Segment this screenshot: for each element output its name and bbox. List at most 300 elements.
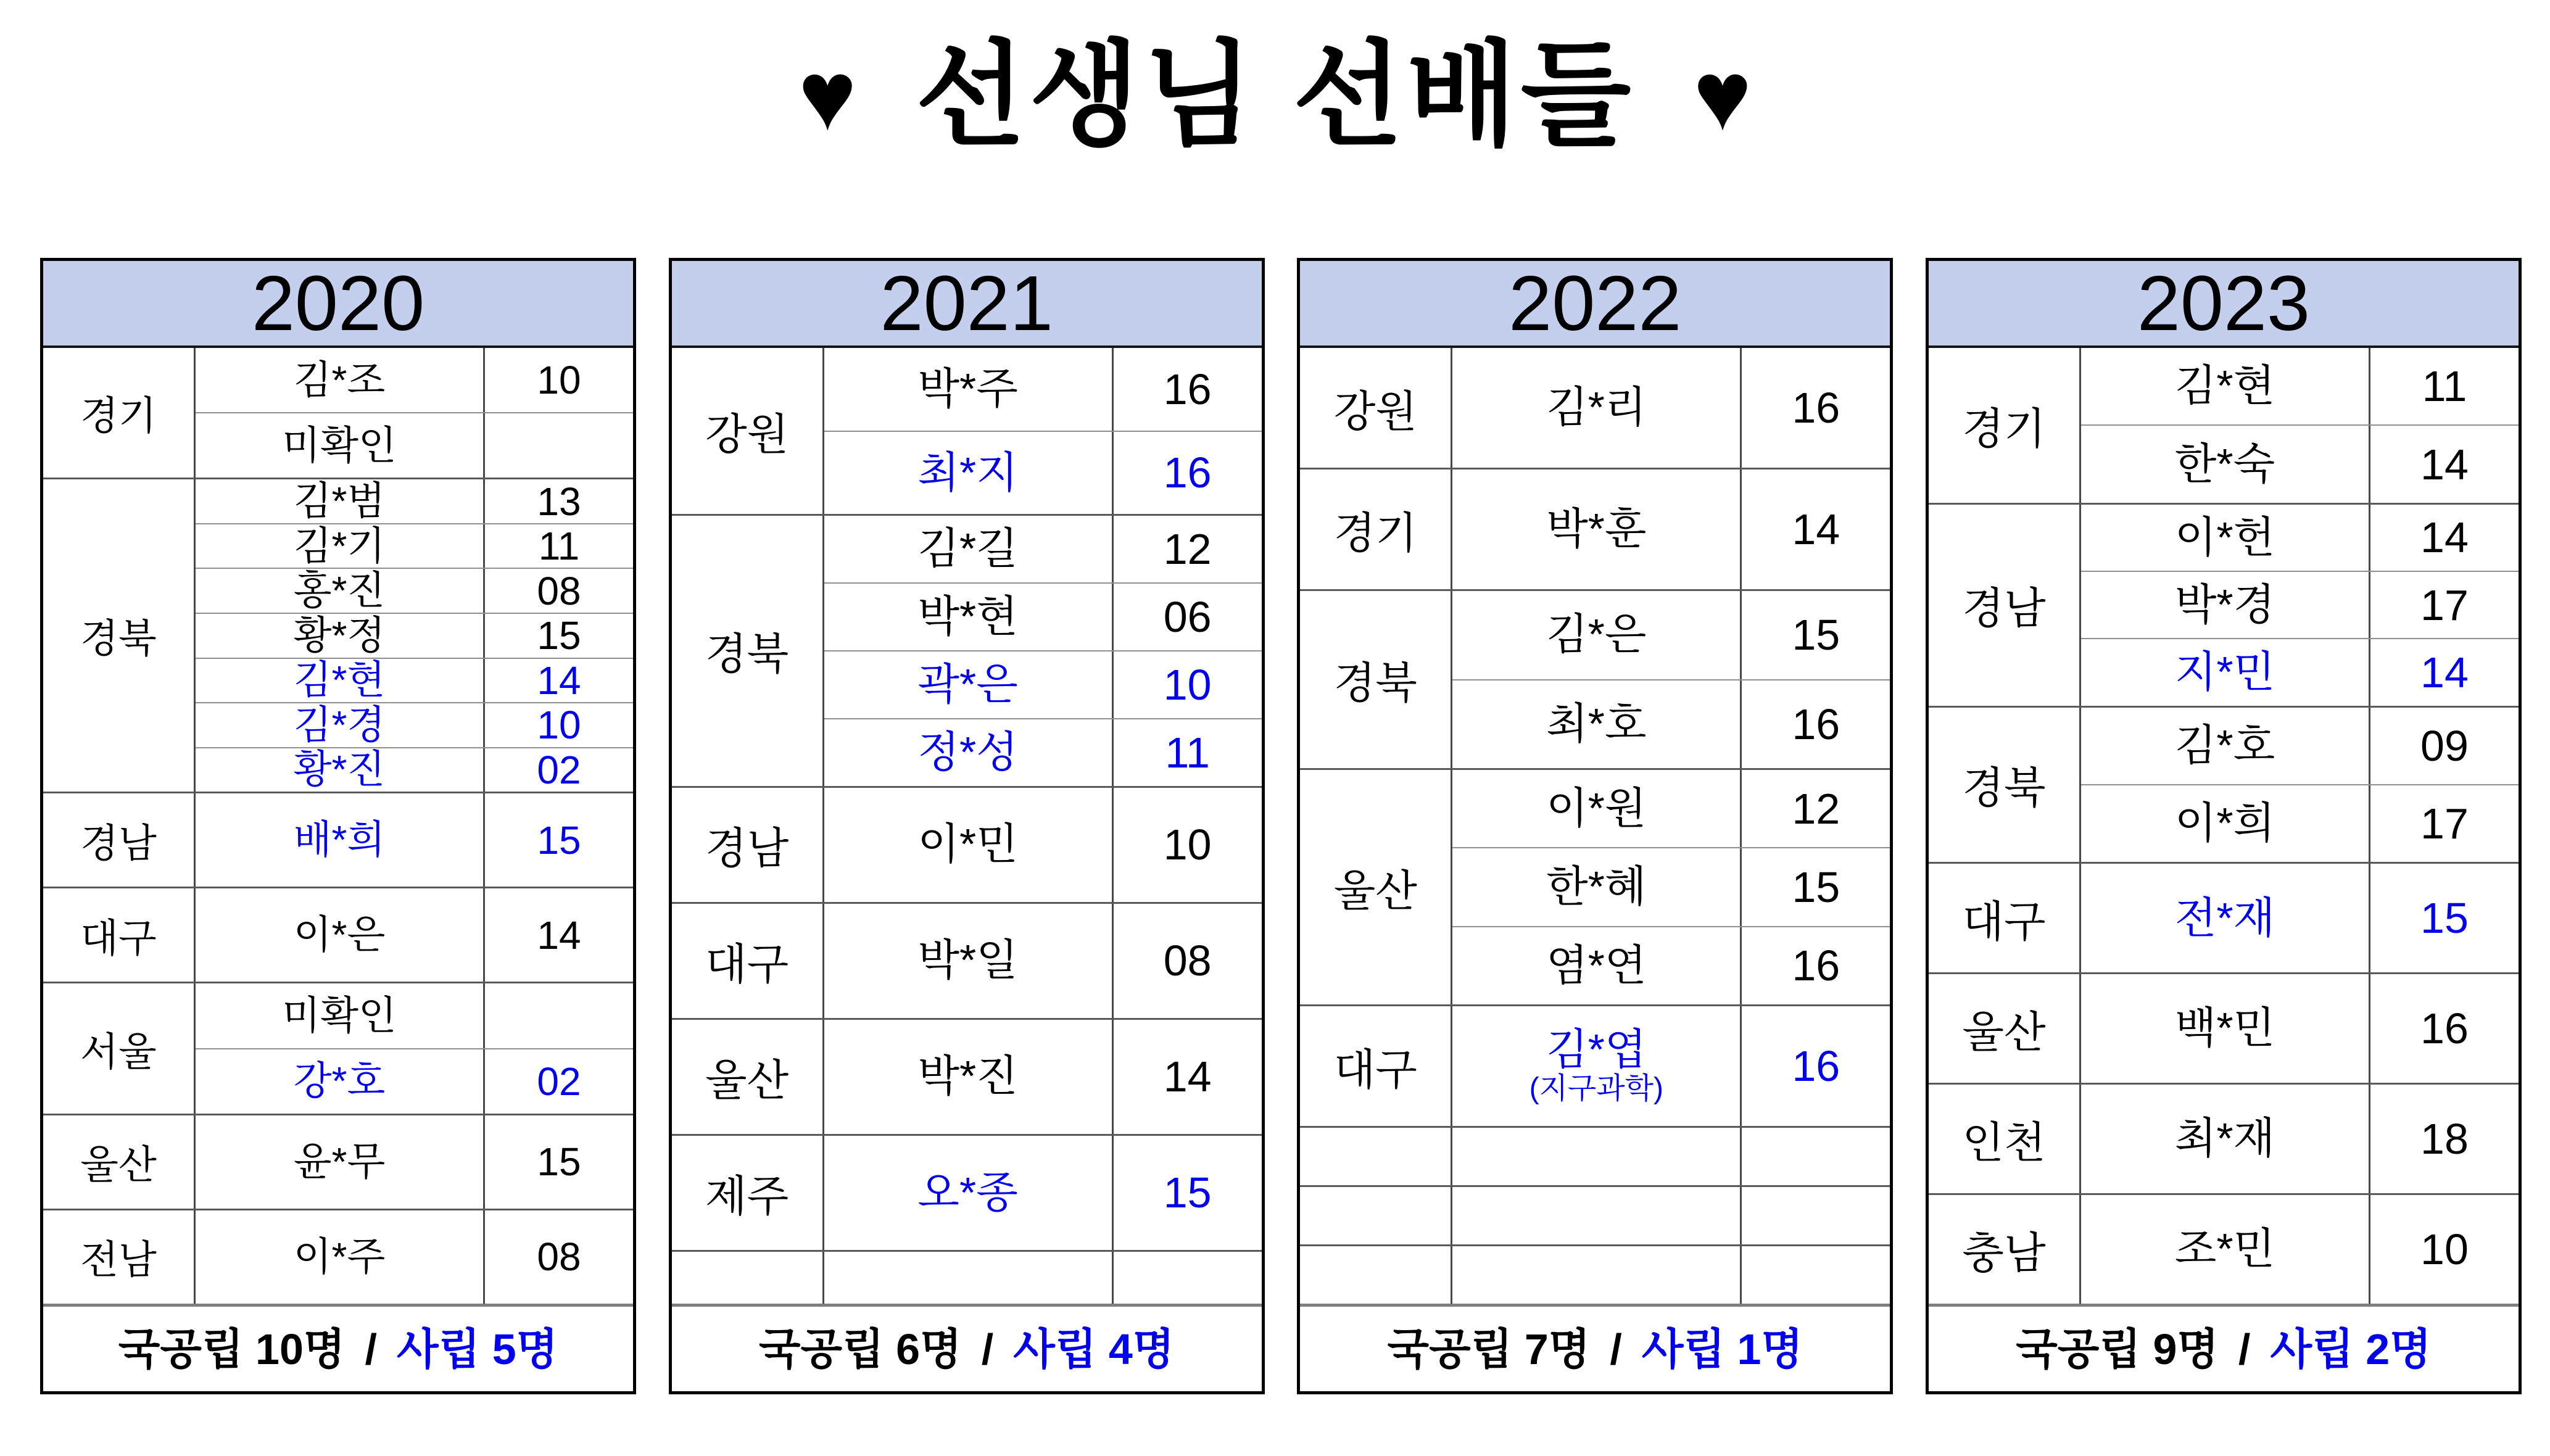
masked-name: 조*민 — [2174, 1225, 2275, 1273]
table-row — [196, 1115, 633, 1209]
table-row — [196, 412, 633, 478]
group-rows — [1452, 770, 1890, 1004]
table-row — [196, 658, 633, 703]
table-row — [824, 516, 1262, 582]
number-cell — [1740, 1246, 1890, 1304]
name-cell — [196, 793, 483, 887]
region-group-경북 — [672, 514, 1262, 785]
page-title-text: 선생님 선배들 — [915, 31, 1635, 159]
year-label: 2020 — [251, 259, 425, 347]
empty-row-group — [672, 1250, 1262, 1304]
region-group-경기 — [1929, 348, 2519, 503]
table-body — [1929, 348, 2519, 1304]
group-rows — [824, 1020, 1262, 1134]
name-cell — [196, 748, 483, 792]
masked-name: 곽*은 — [917, 660, 1018, 708]
name-cell — [2081, 1085, 2369, 1193]
name-cell — [196, 348, 483, 412]
number-cell: 16 — [2369, 974, 2519, 1083]
name-cell — [196, 703, 483, 747]
table-row — [2081, 571, 2519, 638]
masked-name: 이*원 — [1546, 784, 1647, 832]
table-footer — [672, 1304, 1262, 1391]
table-row — [196, 747, 633, 792]
number-cell: 16 — [1112, 432, 1262, 515]
number-cell: 15 — [483, 1115, 633, 1209]
masked-name: 홍*진 — [293, 568, 386, 613]
region-group-충남 — [1929, 1193, 2519, 1304]
table-row — [2081, 424, 2519, 502]
table-row — [824, 904, 1262, 1018]
number-cell: 14 — [2369, 505, 2519, 571]
masked-name: 백*민 — [2174, 1004, 2275, 1053]
name-cell — [824, 788, 1112, 902]
masked-name: 지*민 — [2174, 648, 2275, 697]
name-cell — [2081, 785, 2369, 862]
name-cell — [2081, 708, 2369, 784]
table-footer — [1929, 1304, 2519, 1391]
number-cell — [1740, 1187, 1890, 1244]
name-cell — [824, 904, 1112, 1018]
table-row — [2081, 974, 2519, 1083]
footer-public-count: 국공립 9명 — [2016, 1325, 2219, 1373]
number-cell — [483, 413, 633, 478]
region-group-울산 — [672, 1018, 1262, 1134]
name-cell — [824, 719, 1112, 786]
group-rows — [196, 479, 633, 792]
group-rows — [196, 348, 633, 478]
number-cell: 15 — [1112, 1136, 1262, 1250]
masked-name: 강*호 — [293, 1059, 386, 1104]
number-cell: 10 — [1112, 651, 1262, 718]
masked-name: 김*엽 — [1546, 1025, 1647, 1073]
year-header — [672, 261, 1262, 348]
number-cell — [1112, 1252, 1262, 1304]
region-cell: 경기 — [1929, 348, 2081, 503]
masked-name: 박*훈 — [1546, 505, 1647, 553]
group-rows — [196, 1115, 633, 1209]
masked-name: 전*재 — [2174, 893, 2275, 942]
year-label: 2022 — [1509, 259, 1682, 347]
region-group-대구 — [1929, 862, 2519, 972]
region-group-대구 — [1300, 1004, 1890, 1126]
region-group-경북 — [1929, 706, 2519, 862]
table-footer — [1300, 1304, 1890, 1391]
table-row — [824, 582, 1262, 650]
region-cell — [1300, 1128, 1452, 1185]
group-rows — [2081, 974, 2519, 1083]
name-cell — [196, 888, 483, 982]
region-cell: 강원 — [1300, 348, 1452, 468]
table-body — [1300, 348, 1890, 1304]
region-cell: 경남 — [43, 793, 196, 887]
masked-name: 박*경 — [2174, 580, 2275, 629]
region-group-경남 — [672, 786, 1262, 902]
table-row — [2081, 864, 2519, 972]
region-group-서울 — [43, 982, 633, 1113]
number-cell: 17 — [2369, 572, 2519, 638]
name-cell — [824, 651, 1112, 718]
table-row — [2081, 1085, 2519, 1193]
table-row — [1452, 1246, 1890, 1304]
number-cell: 16 — [1740, 1006, 1890, 1126]
number-cell: 02 — [483, 1049, 633, 1114]
number-cell — [483, 983, 633, 1048]
name-cell — [1452, 927, 1740, 1004]
name-cell — [196, 983, 483, 1048]
group-rows — [2081, 348, 2519, 503]
region-cell: 제주 — [672, 1136, 824, 1250]
footer-public-count: 국공립 7명 — [1387, 1325, 1591, 1373]
number-cell: 14 — [1740, 469, 1890, 589]
footer-slash: / — [981, 1325, 994, 1373]
year-label: 2021 — [880, 259, 1053, 347]
subject-label: (지구과학) — [1529, 1072, 1664, 1106]
year-header — [43, 261, 633, 348]
empty-row-group — [1300, 1244, 1890, 1304]
page-title — [0, 25, 2550, 167]
number-cell: 14 — [2369, 639, 2519, 705]
name-cell — [824, 432, 1112, 515]
number-cell: 16 — [1112, 348, 1262, 431]
table-row — [1452, 1187, 1890, 1244]
region-cell: 전남 — [43, 1210, 196, 1304]
name-cell — [824, 348, 1112, 431]
masked-name: 미확인 — [282, 423, 397, 468]
region-group-울산 — [1929, 972, 2519, 1083]
table-row — [196, 523, 633, 568]
group-rows — [1452, 1006, 1890, 1126]
region-group-경남 — [43, 792, 633, 887]
number-cell: 12 — [1112, 516, 1262, 582]
name-cell — [2081, 426, 2369, 502]
number-cell: 08 — [483, 1210, 633, 1304]
empty-row-group — [1300, 1185, 1890, 1244]
group-rows — [1452, 1246, 1890, 1304]
region-group-강원 — [672, 348, 1262, 514]
region-cell: 울산 — [1300, 770, 1452, 1004]
year-table-2023 — [1926, 258, 2522, 1394]
masked-name: 김*현 — [293, 658, 386, 703]
table-row — [1452, 1006, 1890, 1126]
name-cell — [1452, 770, 1740, 847]
footer-private-count: 사립 5명 — [397, 1325, 558, 1373]
number-cell: 08 — [483, 569, 633, 613]
masked-name: 김*길 — [917, 524, 1018, 573]
table-row — [1452, 348, 1890, 468]
name-cell — [196, 1115, 483, 1209]
masked-name: 최*호 — [1546, 699, 1647, 748]
masked-name: 이*은 — [293, 912, 386, 958]
table-row — [824, 718, 1262, 786]
number-cell: 17 — [2369, 785, 2519, 862]
number-cell — [1740, 1128, 1890, 1185]
year-table-2022 — [1297, 258, 1893, 1394]
name-cell — [1452, 591, 1740, 679]
region-cell — [1300, 1246, 1452, 1304]
number-cell: 12 — [1740, 770, 1890, 847]
number-cell: 09 — [2369, 708, 2519, 784]
masked-name: 김*현 — [2174, 362, 2275, 410]
group-rows — [824, 904, 1262, 1018]
group-rows — [824, 1136, 1262, 1250]
region-group-전남 — [43, 1209, 633, 1304]
region-group-제주 — [672, 1134, 1262, 1250]
masked-name: 박*주 — [917, 365, 1018, 413]
table-row — [196, 702, 633, 747]
masked-name: 이*희 — [2174, 799, 2275, 848]
group-rows — [1452, 1128, 1890, 1185]
group-rows — [824, 1252, 1262, 1304]
group-rows — [196, 983, 633, 1113]
name-cell — [1452, 348, 1740, 468]
table-row — [196, 613, 633, 658]
table-row — [1452, 591, 1890, 679]
name-cell — [1452, 1246, 1740, 1304]
footer-private-count: 사립 4명 — [1013, 1325, 1175, 1373]
year-header — [1929, 261, 2519, 348]
table-body — [672, 348, 1262, 1304]
masked-name: 박*일 — [917, 936, 1018, 985]
region-cell: 경북 — [672, 516, 824, 785]
masked-name: 김*경 — [293, 702, 386, 747]
number-cell: 18 — [2369, 1085, 2519, 1193]
table-row — [824, 1252, 1262, 1304]
name-cell — [2081, 974, 2369, 1083]
region-cell: 대구 — [1929, 864, 2081, 972]
table-row — [1452, 847, 1890, 925]
masked-name: 황*진 — [293, 747, 386, 792]
region-cell: 대구 — [1300, 1006, 1452, 1126]
empty-row-group — [1300, 1126, 1890, 1185]
masked-name: 김*기 — [293, 523, 386, 568]
table-row — [2081, 1195, 2519, 1304]
region-group-경기 — [1300, 468, 1890, 589]
table-row — [1452, 679, 1890, 769]
footer-slash: / — [2238, 1325, 2251, 1373]
region-group-경북 — [43, 478, 633, 792]
number-cell: 16 — [1740, 927, 1890, 1004]
region-group-울산 — [1300, 768, 1890, 1004]
year-table-2021 — [669, 258, 1265, 1394]
name-cell — [196, 524, 483, 568]
region-cell: 경남 — [1929, 505, 2081, 706]
table-row — [2081, 505, 2519, 571]
number-cell: 10 — [1112, 788, 1262, 902]
masked-name: 최*지 — [917, 448, 1018, 497]
name-cell — [196, 659, 483, 703]
group-rows — [1452, 469, 1890, 589]
masked-name: 이*헌 — [2174, 513, 2275, 561]
group-rows — [824, 348, 1262, 514]
name-cell — [196, 479, 483, 523]
table-row — [196, 1210, 633, 1304]
name-cell — [2081, 639, 2369, 705]
footer-public-count: 국공립 10명 — [118, 1325, 346, 1373]
name-cell — [1452, 1187, 1740, 1244]
group-rows — [196, 1210, 633, 1304]
masked-name: 이*민 — [917, 820, 1018, 869]
number-cell: 11 — [483, 524, 633, 568]
name-cell — [824, 1020, 1112, 1134]
group-rows — [1452, 348, 1890, 468]
region-cell: 대구 — [672, 904, 824, 1018]
region-group-대구 — [43, 887, 633, 982]
name-cell — [2081, 348, 2369, 424]
name-cell — [824, 1136, 1112, 1250]
number-cell: 13 — [483, 479, 633, 523]
table-row — [196, 479, 633, 523]
table-row — [1452, 469, 1890, 589]
masked-name: 김*은 — [1546, 610, 1647, 659]
masked-name: 김*조 — [293, 357, 386, 402]
masked-name: 오*종 — [917, 1168, 1018, 1217]
masked-name: 이*주 — [293, 1234, 386, 1279]
masked-name: 한*숙 — [2174, 439, 2275, 488]
table-row — [2081, 708, 2519, 784]
number-cell: 10 — [483, 348, 633, 412]
table-row — [824, 431, 1262, 515]
region-cell: 강원 — [672, 348, 824, 514]
group-rows — [196, 888, 633, 982]
table-row — [196, 888, 633, 982]
name-cell — [1452, 848, 1740, 925]
group-rows — [1452, 591, 1890, 768]
masked-name: 배*희 — [293, 817, 386, 862]
heart-right-icon: ♥ — [1693, 40, 1752, 151]
name-cell — [824, 584, 1112, 650]
number-cell: 14 — [1112, 1020, 1262, 1134]
table-row — [2081, 784, 2519, 862]
heart-left-icon: ♥ — [798, 40, 857, 151]
tables-row — [40, 258, 2522, 1394]
group-rows — [2081, 1195, 2519, 1304]
masked-name: 박*현 — [917, 592, 1018, 641]
region-cell: 경북 — [43, 479, 196, 792]
masked-name: 미확인 — [282, 993, 397, 1038]
table-row — [824, 650, 1262, 718]
table-row — [824, 788, 1262, 902]
number-cell: 14 — [2369, 426, 2519, 502]
number-cell: 15 — [483, 793, 633, 887]
region-group-대구 — [672, 902, 1262, 1018]
table-row — [1452, 1128, 1890, 1185]
masked-name: 김*호 — [2174, 721, 2275, 769]
name-cell — [1452, 1006, 1740, 1126]
year-header — [1300, 261, 1890, 348]
region-group-강원 — [1300, 348, 1890, 468]
table-row — [196, 568, 633, 613]
region-cell: 경북 — [1300, 591, 1452, 768]
year-label: 2023 — [2137, 259, 2311, 347]
group-rows — [2081, 1085, 2519, 1193]
masked-name: 염*연 — [1546, 941, 1647, 990]
table-row — [824, 1020, 1262, 1134]
year-table-2020 — [40, 258, 636, 1394]
number-cell: 06 — [1112, 584, 1262, 650]
group-rows — [1452, 1187, 1890, 1244]
group-rows — [2081, 708, 2519, 862]
region-group-인천 — [1929, 1083, 2519, 1193]
table-row — [1452, 926, 1890, 1004]
region-cell: 울산 — [43, 1115, 196, 1209]
group-rows — [2081, 505, 2519, 706]
region-cell: 경기 — [1300, 469, 1452, 589]
region-cell: 울산 — [1929, 974, 2081, 1083]
region-cell: 대구 — [43, 888, 196, 982]
region-cell: 충남 — [1929, 1195, 2081, 1304]
number-cell: 10 — [2369, 1195, 2519, 1304]
table-row — [2081, 638, 2519, 705]
number-cell: 16 — [1740, 680, 1890, 769]
masked-name: 최*재 — [2174, 1114, 2275, 1163]
region-group-경기 — [43, 348, 633, 478]
table-body — [43, 348, 633, 1304]
table-row — [2081, 348, 2519, 424]
number-cell: 15 — [1740, 848, 1890, 925]
footer-private-count: 사립 1명 — [1641, 1325, 1803, 1373]
footer-slash: / — [365, 1325, 377, 1373]
name-cell — [196, 569, 483, 613]
region-cell: 경기 — [43, 348, 196, 478]
name-cell — [1452, 680, 1740, 769]
group-rows — [2081, 864, 2519, 972]
name-cell — [2081, 864, 2369, 972]
number-cell: 16 — [1740, 348, 1890, 468]
number-cell: 14 — [483, 659, 633, 703]
group-rows — [824, 788, 1262, 902]
region-group-경북 — [1300, 589, 1890, 768]
masked-name: 김*리 — [1546, 383, 1647, 432]
name-cell — [2081, 1195, 2369, 1304]
name-cell — [196, 413, 483, 478]
name-cell — [1452, 1128, 1740, 1185]
number-cell: 02 — [483, 748, 633, 792]
number-cell: 08 — [1112, 904, 1262, 1018]
number-cell: 11 — [1112, 719, 1262, 786]
table-row — [196, 793, 633, 887]
number-cell: 10 — [483, 703, 633, 747]
masked-name: 황*정 — [293, 613, 386, 658]
table-row — [196, 1048, 633, 1114]
number-cell: 15 — [2369, 864, 2519, 972]
region-group-울산 — [43, 1114, 633, 1209]
masked-name: 정*성 — [917, 727, 1018, 776]
number-cell: 15 — [483, 614, 633, 658]
region-cell: 인천 — [1929, 1085, 2081, 1193]
region-cell — [672, 1252, 824, 1304]
masked-name: 박*진 — [917, 1052, 1018, 1101]
footer-private-count: 사립 2명 — [2270, 1325, 2432, 1373]
region-cell: 울산 — [672, 1020, 824, 1134]
footer-public-count: 국공립 6명 — [758, 1325, 962, 1373]
table-footer — [43, 1304, 633, 1391]
region-cell — [1300, 1187, 1452, 1244]
number-cell: 11 — [2369, 348, 2519, 424]
masked-name: 김*범 — [293, 478, 386, 523]
number-cell: 14 — [483, 888, 633, 982]
name-cell — [824, 516, 1112, 582]
masked-name: 한*혜 — [1546, 862, 1647, 911]
name-cell — [196, 614, 483, 658]
group-rows — [196, 793, 633, 887]
group-rows — [824, 516, 1262, 785]
name-cell — [196, 1049, 483, 1114]
table-row — [196, 348, 633, 412]
region-cell: 경남 — [672, 788, 824, 902]
table-row — [196, 983, 633, 1048]
name-cell — [824, 1252, 1112, 1304]
